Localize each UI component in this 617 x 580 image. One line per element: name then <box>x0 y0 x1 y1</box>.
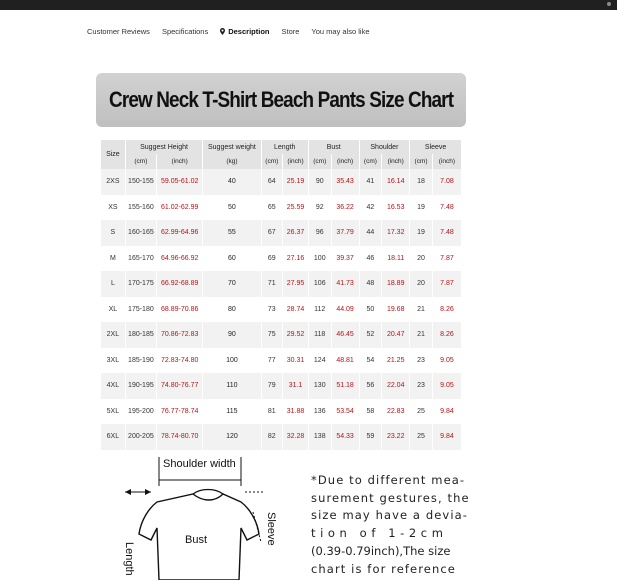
header-length: Length <box>261 140 308 154</box>
cell-h-cm: 190-195 <box>125 373 156 399</box>
cell-len-cm: 65 <box>261 195 283 221</box>
cell-bust-in: 36.22 <box>331 195 359 221</box>
cell-sl-cm: 23 <box>410 348 433 374</box>
cell-bust-in: 37.79 <box>331 220 359 246</box>
cell-sh-in: 17.32 <box>382 220 410 246</box>
cell-h-in: 59.05-61.02 <box>157 169 203 195</box>
unit-shoulder-inch: (inch) <box>382 154 410 169</box>
cell-w: 100 <box>203 348 261 374</box>
cell-sl-cm: 20 <box>410 246 433 272</box>
cell-h-in: 64.96-66.92 <box>157 246 203 272</box>
table-row <box>101 195 462 221</box>
note-line: chart is for reference <box>311 561 456 576</box>
cell-sl-in: 7.87 <box>432 271 461 297</box>
cell-sl-in: 7.08 <box>432 169 461 195</box>
tab-description[interactable] <box>220 27 269 36</box>
cell-len-in: 32.28 <box>283 424 309 450</box>
cell-bust-in: 41.73 <box>331 271 359 297</box>
cell-len-cm: 69 <box>261 246 283 272</box>
cell-sl-cm: 19 <box>410 195 433 221</box>
cell-h-in: 74.80-76.77 <box>157 373 203 399</box>
cell-sl-cm: 21 <box>410 322 433 348</box>
cell-w: 55 <box>203 220 261 246</box>
cell-sl-in: 8.26 <box>432 297 461 323</box>
cell-sh-cm: 46 <box>359 246 382 272</box>
cell-sh-cm: 48 <box>359 271 382 297</box>
table-row <box>101 297 462 323</box>
cell-h-cm: 195-200 <box>125 399 156 425</box>
top-bar-dot <box>607 2 611 6</box>
tshirt-measurement-diagram <box>115 452 285 580</box>
cell-len-cm: 75 <box>261 322 283 348</box>
cell-size: XL <box>101 297 126 323</box>
cell-sl-cm: 25 <box>410 424 433 450</box>
length-label: Length <box>123 542 135 576</box>
cell-bust-cm: 136 <box>308 399 331 425</box>
cell-len-cm: 77 <box>261 348 283 374</box>
cell-bust-in: 51.18 <box>331 373 359 399</box>
cell-h-in: 66.92-68.89 <box>157 271 203 297</box>
cell-bust-cm: 92 <box>308 195 331 221</box>
cell-bust-in: 46.45 <box>331 322 359 348</box>
bust-label: Bust <box>185 534 208 546</box>
cell-sh-in: 22.83 <box>382 399 410 425</box>
cell-bust-in: 53.54 <box>331 399 359 425</box>
cell-len-cm: 71 <box>261 271 283 297</box>
cell-sh-cm: 59 <box>359 424 382 450</box>
cell-w: 110 <box>203 373 261 399</box>
unit-bust-inch: (inch) <box>331 154 359 169</box>
cell-h-cm: 185-190 <box>125 348 156 374</box>
description-tabs <box>87 25 382 37</box>
table-row <box>101 246 462 272</box>
cell-bust-in: 54.33 <box>331 424 359 450</box>
table-unit-row <box>101 154 462 169</box>
cell-h-cm: 200-205 <box>125 424 156 450</box>
cell-bust-cm: 100 <box>308 246 331 272</box>
unit-bust-cm: (cm) <box>308 154 331 169</box>
cell-size: XS <box>101 195 126 221</box>
cell-w: 70 <box>203 271 261 297</box>
cell-sl-in: 7.48 <box>432 220 461 246</box>
cell-sh-in: 22.04 <box>382 373 410 399</box>
cell-h-in: 61.02-62.99 <box>157 195 203 221</box>
cell-bust-in: 48.81 <box>331 348 359 374</box>
cell-h-cm: 175-180 <box>125 297 156 323</box>
cell-len-cm: 67 <box>261 220 283 246</box>
cell-bust-cm: 118 <box>308 322 331 348</box>
size-chart-title: Crew Neck T-Shirt Beach Pants Size Chart <box>108 87 454 112</box>
table-row <box>101 169 462 195</box>
cell-h-in: 70.86-72.83 <box>157 322 203 348</box>
cell-size: 2XS <box>101 169 126 195</box>
cell-len-cm: 64 <box>261 169 283 195</box>
cell-len-cm: 73 <box>261 297 283 323</box>
cell-h-cm: 170-175 <box>125 271 156 297</box>
note-line: surement gestures, the <box>311 490 470 505</box>
cell-sh-cm: 56 <box>359 373 382 399</box>
table-header-row <box>101 140 462 154</box>
header-sleeve: Sleeve <box>410 140 462 154</box>
cell-w: 120 <box>203 424 261 450</box>
note-line: (0.39-0.79inch),The size <box>311 543 451 558</box>
tab-store[interactable]: Store <box>281 26 300 36</box>
cell-h-in: 68.89-70.86 <box>157 297 203 323</box>
cell-sl-in: 9.84 <box>432 424 461 450</box>
cell-len-in: 25.59 <box>283 195 309 221</box>
cell-len-in: 31.1 <box>283 373 309 399</box>
cell-sh-in: 18.89 <box>382 271 410 297</box>
cell-h-cm: 160-165 <box>125 220 156 246</box>
table-row <box>101 373 462 399</box>
cell-w: 50 <box>203 195 261 221</box>
cell-len-in: 30.31 <box>283 348 309 374</box>
cell-bust-cm: 112 <box>308 297 331 323</box>
cell-sh-in: 21.25 <box>382 348 410 374</box>
cell-sl-cm: 18 <box>410 169 433 195</box>
cell-sh-in: 19.68 <box>382 297 410 323</box>
cell-size: 6XL <box>101 424 126 450</box>
tab-you-may-also-like[interactable]: You may also like <box>311 26 370 36</box>
cell-bust-cm: 90 <box>308 169 331 195</box>
cell-len-in: 29.52 <box>283 322 309 348</box>
cell-w: 40 <box>203 169 261 195</box>
top-bar <box>0 0 617 10</box>
cell-sh-cm: 42 <box>359 195 382 221</box>
size-chart-title-band <box>96 73 466 127</box>
cell-sl-in: 9.05 <box>432 348 461 374</box>
table-row <box>101 348 462 374</box>
unit-length-cm: (cm) <box>261 154 283 169</box>
table-row <box>101 220 462 246</box>
cell-len-in: 28.74 <box>283 297 309 323</box>
cell-h-cm: 155-160 <box>125 195 156 221</box>
cell-h-in: 72.83-74.80 <box>157 348 203 374</box>
cell-len-in: 27.95 <box>283 271 309 297</box>
cell-sh-cm: 50 <box>359 297 382 323</box>
cell-len-in: 27.16 <box>283 246 309 272</box>
table-row <box>101 399 462 425</box>
cell-size: 5XL <box>101 399 126 425</box>
cell-sl-in: 9.05 <box>432 373 461 399</box>
cell-h-cm: 150-155 <box>125 169 156 195</box>
cell-sh-in: 18.11 <box>382 246 410 272</box>
cell-sl-in: 9.84 <box>432 399 461 425</box>
cell-w: 90 <box>203 322 261 348</box>
note-line: tion of 1-2cm <box>311 526 448 541</box>
unit-height-inch: (inch) <box>157 154 203 169</box>
cell-size: M <box>101 246 126 272</box>
cell-w: 80 <box>203 297 261 323</box>
cell-sh-cm: 58 <box>359 399 382 425</box>
unit-height-cm: (cm) <box>125 154 156 169</box>
cell-sh-in: 20.47 <box>382 322 410 348</box>
cell-bust-cm: 124 <box>308 348 331 374</box>
tshirt-outline-icon <box>115 452 285 580</box>
cell-sh-cm: 44 <box>359 220 382 246</box>
unit-shoulder-cm: (cm) <box>359 154 382 169</box>
note-line: size may have a devia- <box>311 508 469 523</box>
cell-len-in: 26.37 <box>283 220 309 246</box>
shoulder-width-label: Shoulder width <box>163 458 236 470</box>
table-row <box>101 271 462 297</box>
cell-bust-in: 44.09 <box>331 297 359 323</box>
unit-sleeve-inch: (inch) <box>432 154 461 169</box>
cell-sh-in: 16.14 <box>382 169 410 195</box>
cell-sh-cm: 54 <box>359 348 382 374</box>
cell-bust-in: 35.43 <box>331 169 359 195</box>
unit-sleeve-cm: (cm) <box>410 154 433 169</box>
cell-size: 3XL <box>101 348 126 374</box>
cell-sl-cm: 19 <box>410 220 433 246</box>
cell-sl-cm: 25 <box>410 399 433 425</box>
header-suggest-height: Suggest Height <box>125 140 203 154</box>
table-row <box>101 424 462 450</box>
cell-sl-in: 8.26 <box>432 322 461 348</box>
cell-bust-in: 39.37 <box>331 246 359 272</box>
cell-sl-in: 7.48 <box>432 195 461 221</box>
cell-size: L <box>101 271 126 297</box>
cell-size: 2XL <box>101 322 126 348</box>
header-shoulder: Shoulder <box>359 140 410 154</box>
cell-h-in: 62.99-64.96 <box>157 220 203 246</box>
cell-sh-cm: 41 <box>359 169 382 195</box>
cell-h-in: 78.74-80.70 <box>157 424 203 450</box>
cell-bust-cm: 130 <box>308 373 331 399</box>
cell-h-in: 76.77-78.74 <box>157 399 203 425</box>
header-suggest-weight: Suggest weight <box>203 140 261 154</box>
cell-sh-cm: 52 <box>359 322 382 348</box>
cell-h-cm: 165-170 <box>125 246 156 272</box>
unit-length-inch: (inch) <box>283 154 309 169</box>
cell-size: S <box>101 220 126 246</box>
cell-sl-cm: 21 <box>410 297 433 323</box>
tab-customer-reviews[interactable]: Customer Reviews <box>87 26 150 36</box>
cell-size: 4XL <box>101 373 126 399</box>
cell-len-in: 31.88 <box>283 399 309 425</box>
cell-len-cm: 82 <box>261 424 283 450</box>
tab-description-label: Description <box>228 26 270 36</box>
cell-h-cm: 180-185 <box>125 322 156 348</box>
cell-sl-in: 7.87 <box>432 246 461 272</box>
header-bust: Bust <box>308 140 359 154</box>
cell-sl-cm: 23 <box>410 373 433 399</box>
location-pin-icon <box>220 28 225 35</box>
sleeve-label: Sleeve <box>265 512 277 546</box>
size-chart-body <box>101 169 462 450</box>
cell-len-in: 25.19 <box>283 169 309 195</box>
header-size: Size <box>101 140 126 169</box>
cell-w: 115 <box>203 399 261 425</box>
cell-len-cm: 81 <box>261 399 283 425</box>
cell-sh-in: 23.22 <box>382 424 410 450</box>
cell-bust-cm: 96 <box>308 220 331 246</box>
cell-bust-cm: 106 <box>308 271 331 297</box>
cell-len-cm: 79 <box>261 373 283 399</box>
size-chart-table <box>100 140 462 450</box>
cell-sh-in: 16.53 <box>382 195 410 221</box>
cell-sl-cm: 20 <box>410 271 433 297</box>
size-disclaimer-note <box>311 472 470 578</box>
tab-specifications[interactable]: Specifications <box>161 26 209 36</box>
unit-weight-kg: (kg) <box>203 154 261 169</box>
note-line: *Due to different mea- <box>311 473 466 487</box>
cell-w: 60 <box>203 246 261 272</box>
table-row <box>101 322 462 348</box>
cell-bust-cm: 138 <box>308 424 331 450</box>
